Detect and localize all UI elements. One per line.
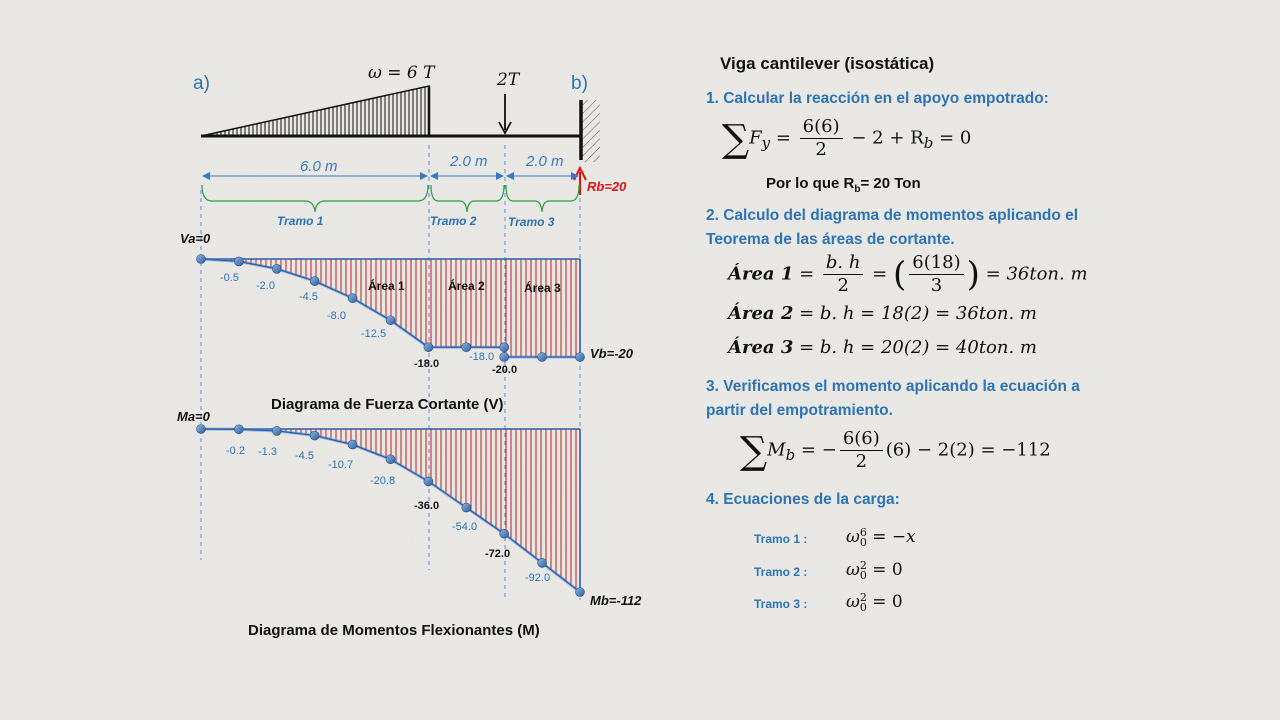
area-label-3: Área 3 [524, 281, 561, 295]
moment-point-0 [197, 425, 206, 434]
step-3-line-2: partir del empotramiento. [706, 402, 893, 419]
page-title: Viga cantilever (isostática) [720, 54, 935, 73]
equation-1: $\sum F_y$ = $\frac{6(6)}{2}$ − $2 + R_b = 0$ [722, 116, 972, 161]
step-4: 4. Ecuaciones de la carga: [706, 491, 900, 508]
step-3-line-1: 3. Verificamos el momento aplicando la ecuación a [706, 378, 1080, 395]
shear-point-8 [500, 343, 509, 352]
area-label-2: Área 2 [448, 279, 485, 293]
load-label: ω = 6 T [368, 63, 435, 83]
tramo-braces [202, 185, 579, 212]
area-1-equation: Área 1 = $\frac{b. h}{2}$ = ( $\frac{6(18)}{3}$ ) = 36ton. m [728, 252, 1088, 296]
moment-diagram-group [197, 425, 585, 597]
moment-point-6 [424, 477, 433, 486]
moment-point-2 [272, 426, 281, 435]
mb-label: Mb=-112 [590, 593, 642, 608]
moment-value-4: -10.7 [328, 459, 354, 471]
ma-label: Ma=0 [177, 409, 210, 424]
shear-value-7: -18.0 [469, 351, 495, 363]
shear-value-3: -4.5 [299, 291, 318, 303]
moment-value-5: -20.8 [370, 475, 396, 487]
area-2-equation: Área 2 = b. h = 18(2) = 36ton. m [728, 303, 1037, 324]
fixed-support-hatch [582, 100, 600, 162]
load-eq-1: ω 6 0 = −x [846, 525, 916, 549]
area-label-1: Área 1 [368, 279, 405, 293]
moment-value-3: -4.5 [295, 450, 314, 462]
load-eq-label-2: Tramo 2 : [754, 565, 808, 579]
shear-value-8: -20.0 [492, 364, 518, 376]
shear-value-6: -18.0 [414, 358, 440, 370]
step-1: 1. Calcular la reacción en el apoyo empotrado: [706, 90, 1049, 107]
shear-point-5 [386, 316, 395, 325]
vb-label: Vb=-20 [590, 346, 633, 361]
shear-point-11 [576, 353, 585, 362]
label-a: a) [193, 73, 210, 94]
moment-value-2: -1.3 [258, 446, 277, 458]
tramo-label-2: Tramo 2 [430, 214, 477, 228]
load-eq-label-3: Tramo 3 : [754, 597, 808, 611]
load-eq-label-1: Tramo 1 : [754, 532, 808, 546]
moment-point-8 [500, 529, 509, 538]
moment-value-6: -36.0 [414, 500, 440, 512]
moment-point-1 [234, 425, 243, 434]
load-eq-3: ω 2 0 = 0 [846, 590, 903, 614]
moment-point-7 [462, 503, 471, 512]
shear-value-2: -2.0 [256, 280, 275, 292]
dim-label-3: 2.0 m [526, 153, 564, 170]
shear-point-6 [424, 343, 433, 352]
shear-diagram-group [197, 255, 585, 362]
result-1: Por lo que $R_b= 20$ Ton [766, 175, 921, 195]
moment-caption: Diagrama de Momentos Flexionantes (M) [248, 622, 540, 639]
point-load-label: 2T [497, 70, 520, 90]
moment-value-8: -72.0 [485, 548, 511, 560]
shear-point-1 [234, 257, 243, 266]
moment-value-1: -0.2 [226, 445, 245, 457]
tramo-label-1: Tramo 1 [277, 214, 324, 228]
shear-value-1: -0.5 [220, 272, 239, 284]
area-3-equation: Área 3 = b. h = 20(2) = 40ton. m [728, 337, 1037, 358]
moment-point-10 [576, 588, 585, 597]
equation-3: $\sum M_b$ = − $\frac{6(6)}{2}$ (6) − 2(2) = −112 [740, 428, 1051, 473]
moment-value-7: -54.0 [452, 521, 478, 533]
shear-point-9 [500, 353, 509, 362]
shear-point-4 [348, 294, 357, 303]
step-2-line-2: Teorema de las áreas de cortante. [706, 231, 955, 248]
label-b: b) [571, 73, 588, 94]
moment-point-5 [386, 455, 395, 464]
shear-value-4: -8.0 [327, 310, 346, 322]
moment-point-3 [310, 431, 319, 440]
va-label: Va=0 [180, 231, 211, 246]
shear-area [201, 259, 580, 357]
dim-label-2: 2.0 m [450, 153, 488, 170]
shear-value-5: -12.5 [361, 328, 387, 340]
shear-point-10 [538, 353, 547, 362]
shear-caption: Diagrama de Fuerza Cortante (V) [271, 396, 504, 413]
moment-point-4 [348, 440, 357, 449]
shear-point-2 [272, 264, 281, 273]
moment-value-9: -92.0 [525, 572, 551, 584]
dim-label-1: 6.0 m [300, 158, 338, 175]
shear-point-0 [197, 255, 206, 264]
load-eq-2: ω 2 0 = 0 [846, 558, 903, 582]
reaction-label: Rb=20 [587, 179, 627, 194]
triangular-load [201, 86, 429, 136]
step-2-line-1: 2. Calculo del diagrama de momentos aplicando el [706, 207, 1079, 224]
tramo-label-3: Tramo 3 [508, 215, 555, 229]
moment-point-9 [538, 558, 547, 567]
shear-point-3 [310, 277, 319, 286]
